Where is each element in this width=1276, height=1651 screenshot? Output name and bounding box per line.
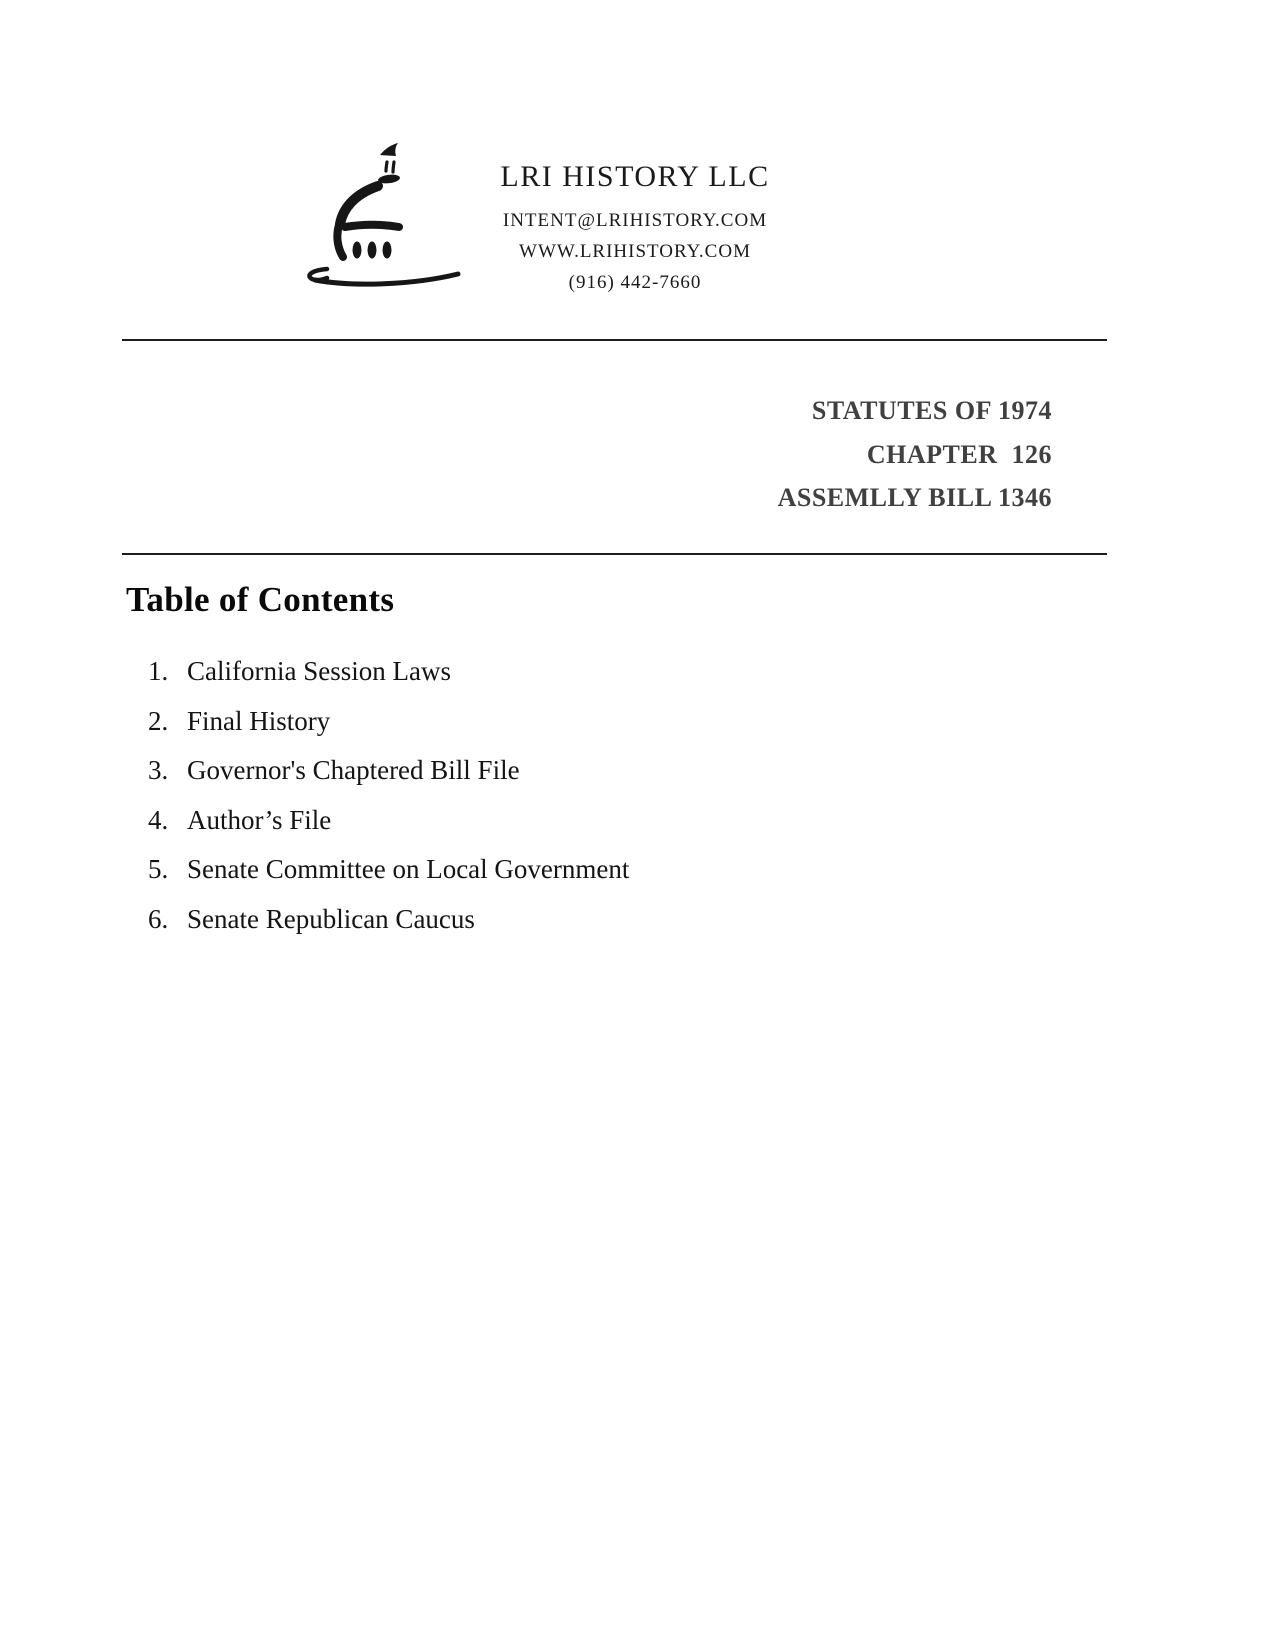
- toc-item-number: 2.: [148, 705, 169, 736]
- statutes-title-block: [778, 389, 1052, 520]
- letterhead: [435, 160, 835, 298]
- toc-item-number: 5.: [148, 854, 169, 885]
- toc-item: [148, 796, 629, 846]
- toc-item-number: 4.: [148, 804, 169, 835]
- logo-dome-stroke: [340, 186, 378, 224]
- logo-column: [353, 242, 362, 259]
- toc-item: [148, 746, 629, 796]
- logo-column: [383, 242, 392, 259]
- toc-heading: Table of Contents: [126, 580, 395, 619]
- toc-item: [148, 647, 629, 697]
- toc-item-label: Senate Republican Caucus: [187, 903, 475, 934]
- horizontal-rule-top: [122, 339, 1107, 341]
- org-name: LRI HISTORY LLC: [500, 160, 770, 193]
- toc-item-number: 1.: [148, 656, 169, 687]
- toc-item-label: Senate Committee on Local Government: [187, 854, 630, 885]
- logo-flag: [380, 143, 398, 156]
- horizontal-rule-bottom: [122, 553, 1107, 555]
- logo-tick: [386, 162, 387, 171]
- toc-item-label: Final History: [187, 705, 331, 736]
- toc-item-number: 6.: [148, 903, 169, 934]
- org-website: WWW.LRIHISTORY.COM: [519, 241, 751, 262]
- statutes-line: STATUTES OF 1974: [811, 396, 1052, 425]
- toc-list: [148, 647, 629, 944]
- assembly-bill-line: ASSEMLLY BILL 1346: [777, 483, 1052, 512]
- toc-item: [148, 697, 629, 747]
- toc-item-label: California Session Laws: [187, 656, 451, 687]
- org-phone: (916) 442-7660: [568, 272, 702, 293]
- toc-item: [148, 895, 629, 945]
- logo-tick: [393, 162, 394, 172]
- logo-base-hook: [309, 269, 327, 280]
- org-email: INTENT@LRIHISTORY.COM: [502, 210, 768, 231]
- chapter-line: CHAPTER 126: [866, 439, 1052, 469]
- toc-item-number: 3.: [148, 755, 169, 786]
- logo-entablature: [345, 225, 399, 227]
- toc-item-label: Author’s File: [187, 804, 332, 835]
- logo-column: [368, 242, 377, 259]
- toc-item-label: Governor's Chaptered Bill File: [187, 755, 520, 786]
- toc-item: [148, 845, 629, 895]
